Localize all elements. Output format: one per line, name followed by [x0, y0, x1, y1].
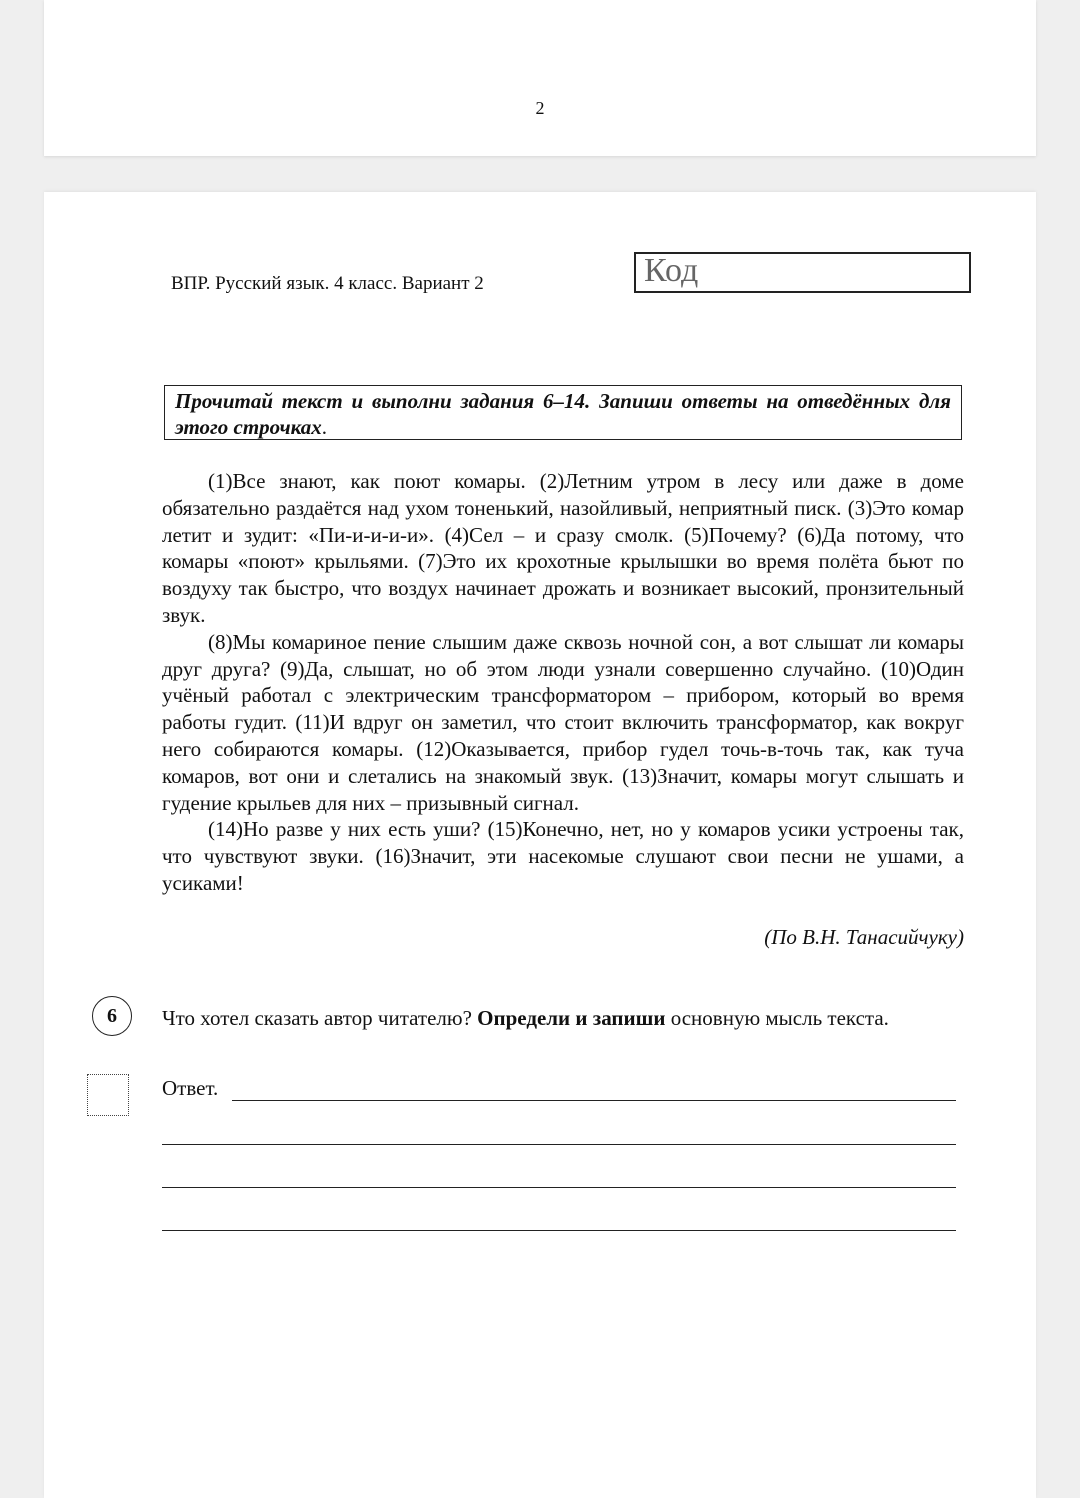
instruction-box: [164, 385, 962, 440]
answer-line[interactable]: [162, 1144, 956, 1145]
task-question: [162, 1005, 964, 1032]
current-page: [44, 192, 1036, 1498]
question-start: Что хотел сказать автор читателю?: [162, 1006, 478, 1030]
question-bold: Определи и запиши: [477, 1006, 666, 1030]
text-paragraph: (14)Но разве у них есть уши? (15)Конечно, нет, но у комаров усики устроены так, что чувствуют звуки. (16)Значит, эти насекомые слушают свои песни не ушами, а усиками!: [162, 817, 964, 895]
answer-line[interactable]: [162, 1230, 956, 1231]
answer-label: Ответ.: [162, 1076, 219, 1100]
question-end: основную мысль текста.: [665, 1006, 889, 1030]
answer-line[interactable]: [232, 1100, 956, 1101]
page-number: 2: [535, 98, 545, 118]
code-label: Код: [644, 252, 699, 289]
score-box: [87, 1074, 129, 1116]
text-author: (По В.Н. Танасийчуку): [764, 925, 964, 949]
text-paragraph: (8)Мы комариное пение слышим даже сквозь ночной сон, а вот слышат ли комары друг друга? (9)Да, слышат, но об этом люди узнали совершенно случайно. (10)Один учёный работал с электрическим трансформатором – прибором, который во время работы гудит. (11)И вдруг он заметил, что стоит включить трансформатор, как вокруг него собираются комары. (12)Оказывается, прибор гудел точь-в-точь так, как туча комаров, вот они и слетались на знакомый звук. (13)Значит, комары могут слышать и гудение крыльев для них – призывный сигнал.: [162, 629, 964, 815]
text-paragraph: (1)Все знают, как поют комары. (2)Летним утром в лесу или даже в доме обязательно раздаётся над ухом тоненький, назойливый, неприятный писк. (3)Это комар летит и зудит: «Пи-и-и-и-и». (4)Сел – и сразу смолк. (5)Почему? (6)Да потому, что комары «поют» крыльями. (7)Это их крохотные крылышки во время полёта бьют по воздуху так быстро, что воздух начинает дрожать и возникает высокий, пронзительный звук.: [162, 469, 964, 627]
answer-line[interactable]: [162, 1187, 956, 1188]
header-title: ВПР. Русский язык. 4 класс. Вариант 2: [171, 273, 484, 294]
reading-text: [162, 468, 964, 897]
task-number-badge: 6: [92, 996, 132, 1036]
instruction-period: .: [321, 415, 328, 439]
previous-page: [44, 0, 1036, 156]
instruction-text: Прочитай текст и выполни задания 6–14. Запиши ответы на отведённых для этого строчках: [175, 389, 951, 439]
code-field[interactable]: [634, 252, 971, 293]
